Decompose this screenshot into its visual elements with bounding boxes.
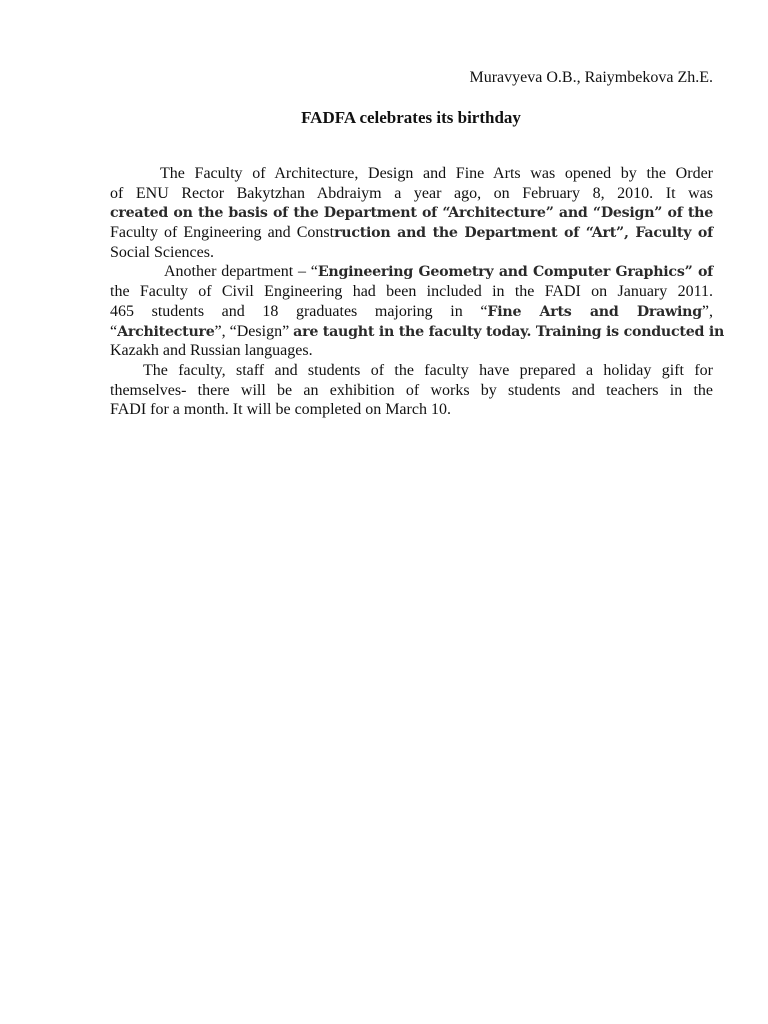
article-title: FADFA celebrates its birthday [301, 108, 521, 127]
paragraph-3-line-1: The faculty, staff and students of the faculty have prepared a holiday gift for [143, 361, 713, 379]
paragraph-3-line-3: FADI for a month. It will be completed on March 10. [110, 401, 451, 419]
paragraph-1-line-2: of ENU Rector Bakytzhan Abdraiym a year ago, on February 8, 2010. It was [110, 184, 713, 202]
paragraph-2-line-5: Kazakh and Russian languages. [110, 342, 313, 360]
paragraph-2-line-4: “Architecture”, “Design” are taught in the faculty today. Training is conducted in [110, 322, 725, 340]
paragraph-2-line-2: the Faculty of Civil Engineering had been included in the FADI on January 2011. [110, 283, 713, 301]
paragraph-1-line-1: The Faculty of Architecture, Design and Fine Arts was opened by the Order [160, 165, 713, 182]
paragraph-1-line-4: Faculty of Engineering and Construction and the Department of “Art”, Faculty of [110, 224, 713, 242]
paragraph-3-line-2: themselves- there will be an exhibition of works by students and teachers in the [110, 381, 713, 399]
authors-line: Muravyeva O.B., Raiymbekova Zh.E. [469, 69, 713, 86]
paragraph-2-line-3: 465 students and 18 graduates majoring in “Fine Arts and Drawing”, [110, 302, 713, 320]
article-body [110, 164, 725, 420]
paragraph-2-line-1: Another department – “Engineering Geometry and Computer Graphics” of [164, 263, 714, 281]
paragraph-1-line-5: Social Sciences. [110, 243, 214, 261]
paragraph-1-line-3: created on the basis of the Department of “Architecture” and “Design” of the [110, 205, 713, 222]
